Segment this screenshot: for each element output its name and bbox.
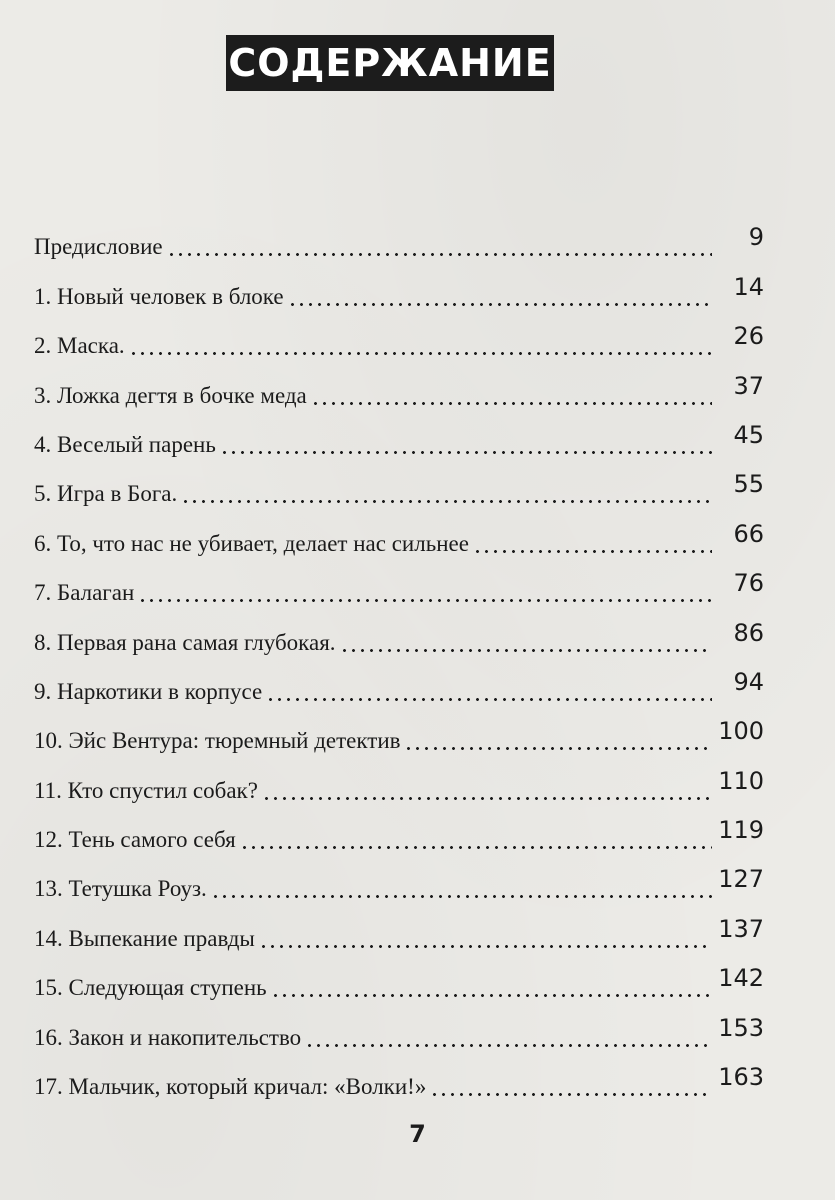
toc-entry: [34, 711, 764, 760]
toc-entry: [34, 563, 764, 612]
toc-entry: [34, 760, 764, 809]
toc-entry: [34, 1057, 764, 1106]
toc-entry-title: 11. Кто спустил собак?: [34, 777, 258, 803]
toc-entry-title: 3. Ложка дегтя в бочке меда: [34, 382, 307, 408]
page-number: 7: [409, 1120, 426, 1148]
toc-entry: [34, 316, 764, 365]
toc-entry-page: 127: [718, 865, 764, 894]
toc-entry-page: 9: [748, 223, 764, 252]
toc-entry-page: 100: [718, 717, 764, 746]
toc-entry: [34, 365, 764, 414]
toc-entry: [34, 217, 764, 266]
toc-entry-page: 86: [733, 618, 764, 647]
toc-entry-title: 13. Тетушка Роуз.: [34, 876, 207, 902]
toc-entry: [34, 464, 764, 513]
dot-leader: [305, 1044, 712, 1047]
toc-entry-page: 14: [733, 272, 764, 301]
toc-entry-title: Предисловие: [34, 234, 163, 260]
toc-entry-page: 137: [718, 914, 764, 943]
toc-entry: [34, 415, 764, 464]
toc-entry-page: 55: [733, 470, 764, 499]
toc-entry-title: 6. То, что нас не убивает, делает нас сильнее: [34, 530, 469, 556]
dot-leader: [311, 402, 712, 405]
toc-entry-page: 26: [733, 322, 764, 351]
dot-leader: [473, 550, 712, 553]
dot-leader: [181, 500, 712, 503]
toc-entry-title: 15. Следующая ступень: [34, 975, 267, 1001]
toc-entry-page: 163: [718, 1063, 764, 1092]
toc-entry: [34, 266, 764, 315]
toc-entry-title: 4. Веселый парень: [34, 431, 216, 457]
toc-entry-title: 10. Эйс Вентура: тюремный детектив: [34, 728, 401, 754]
toc-entry: [34, 513, 764, 562]
heading-banner: [226, 35, 554, 91]
toc-entry-title: 16. Закон и накопительство: [34, 1024, 302, 1050]
toc-entry-title: 17. Мальчик, который кричал: «Волки!»: [34, 1074, 427, 1100]
dot-leader: [404, 747, 712, 750]
dot-leader: [240, 846, 712, 849]
toc-entry-title: 9. Наркотики в корпусе: [34, 678, 263, 704]
toc-entry-page: 45: [733, 420, 764, 449]
dot-leader: [129, 352, 712, 355]
dot-leader: [138, 599, 712, 602]
toc-entry: [34, 958, 764, 1007]
dot-leader: [211, 895, 712, 898]
toc-entry-page: 37: [733, 371, 764, 400]
toc-entry-page: 153: [718, 1013, 764, 1042]
toc-entry-title: 8. Первая рана самая глубокая.: [34, 629, 336, 655]
toc-entry-title: 14. Выпекание правды: [34, 925, 255, 951]
dot-leader: [167, 253, 712, 256]
toc-entry-page: 94: [733, 667, 764, 696]
toc-entry-page: 119: [718, 816, 764, 845]
dot-leader: [288, 303, 712, 306]
dot-leader: [259, 945, 712, 948]
dot-leader: [266, 698, 712, 701]
page-title: СОДЕРЖАНИЕ: [228, 41, 552, 85]
toc-entry-page: 110: [718, 766, 764, 795]
dot-leader: [430, 1093, 712, 1096]
toc-entry: [34, 810, 764, 859]
toc-entry-page: 142: [718, 964, 764, 993]
dot-leader: [340, 649, 712, 652]
toc-entry-title: 5. Игра в Бога.: [34, 481, 178, 507]
dot-leader: [262, 797, 712, 800]
dot-leader: [220, 451, 712, 454]
toc-entry-title: 7. Балаган: [34, 580, 135, 606]
toc-entry: [34, 1007, 764, 1056]
toc-entry-page: 76: [733, 569, 764, 598]
toc-entry: [34, 859, 764, 908]
toc-entry: [34, 662, 764, 711]
toc-entry-title: 2. Маска.: [34, 333, 125, 359]
toc-entry-title: 12. Тень самого себя: [34, 827, 236, 853]
toc-entry-page: 66: [733, 519, 764, 548]
toc-entry-title: 1. Новый человек в блоке: [34, 283, 284, 309]
toc-entry: [34, 908, 764, 957]
toc-entry: [34, 612, 764, 661]
table-of-contents: [34, 217, 764, 1106]
dot-leader: [271, 994, 712, 997]
